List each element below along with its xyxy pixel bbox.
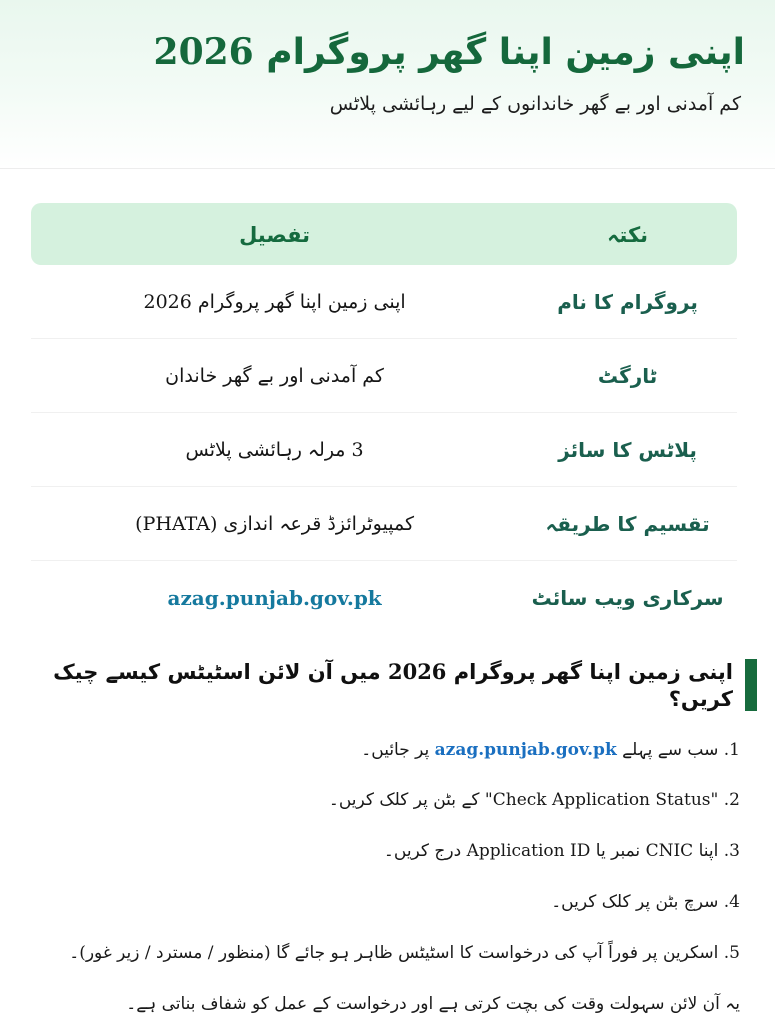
table-row	[31, 487, 737, 561]
page-title: اپنی زمین اپنا گھر پروگرام 2026	[153, 31, 745, 73]
section-heading: اپنی زمین اپنا گھر پروگرام 2026 میں آن لائن اسٹیٹس کیسے چیک کریں؟	[53, 659, 733, 712]
table-header-detail: تفصیل	[239, 221, 311, 247]
footer-note: یہ آن لائن سہولت وقت کی بچت کرتی ہے اور درخواست کے عمل کو شفاف بناتی ہے۔	[126, 993, 740, 1014]
table-row	[31, 339, 737, 413]
table-header-point: نکتہ	[607, 221, 649, 247]
row-value-plot-size: 3 مرلہ رہائشی پلاٹس	[185, 438, 364, 461]
table-row	[31, 561, 737, 634]
row-value-program-name: اپنی زمین اپنا گھر پروگرام 2026	[143, 290, 406, 313]
official-website-link[interactable]: azag.punjab.gov.pk	[167, 585, 382, 610]
step-item-5: 5. اسکرین پر فوراً آپ کی درخواست کا اسٹیٹس ظاہر ہو جائے گا (منظور / مسترد / زیر غور)۔	[69, 942, 740, 963]
step-1-prefix: 1. سب سے پہلے	[616, 739, 740, 760]
row-label-plot-size: پلاٹس کا سائز	[558, 437, 697, 462]
step-item-3: 3. اپنا CNIC نمبر یا Application ID درج کریں۔	[383, 841, 740, 862]
row-label-target: ٹارگٹ	[597, 363, 658, 388]
row-value-distribution-method: کمپیوٹرائزڈ قرعہ اندازی (PHATA)	[135, 512, 414, 535]
row-label-program-name: پروگرام کا نام	[557, 289, 698, 314]
section-accent-bar	[745, 659, 757, 711]
table-header-row	[31, 203, 737, 265]
step-item-4: 4. سرچ بٹن پر کلک کریں۔	[551, 891, 740, 912]
hero-header	[0, 0, 775, 169]
row-label-official-website: سرکاری ویب سائٹ	[531, 585, 724, 610]
row-label-distribution-method: تقسیم کا طریقہ	[545, 511, 710, 536]
row-value-target: کم آمدنی اور بے گھر خاندان	[165, 364, 384, 387]
table-row	[31, 413, 737, 487]
step-1-suffix: پر جائیں۔	[361, 739, 435, 760]
page-subtitle: کم آمدنی اور بے گھر خاندانوں کے لیے رہائشی پلاٹس	[329, 93, 741, 115]
step-item-1	[28, 739, 740, 763]
step-1-website-link[interactable]: azag.punjab.gov.pk	[434, 739, 617, 760]
program-table	[31, 203, 737, 634]
howto-section-header	[30, 658, 757, 713]
row-value-official-website	[31, 586, 518, 610]
table-row	[31, 265, 737, 339]
steps-list	[28, 739, 740, 966]
step-item-2: 2. "Check Application Status" کے بٹن پر کلک کریں۔	[328, 790, 740, 811]
